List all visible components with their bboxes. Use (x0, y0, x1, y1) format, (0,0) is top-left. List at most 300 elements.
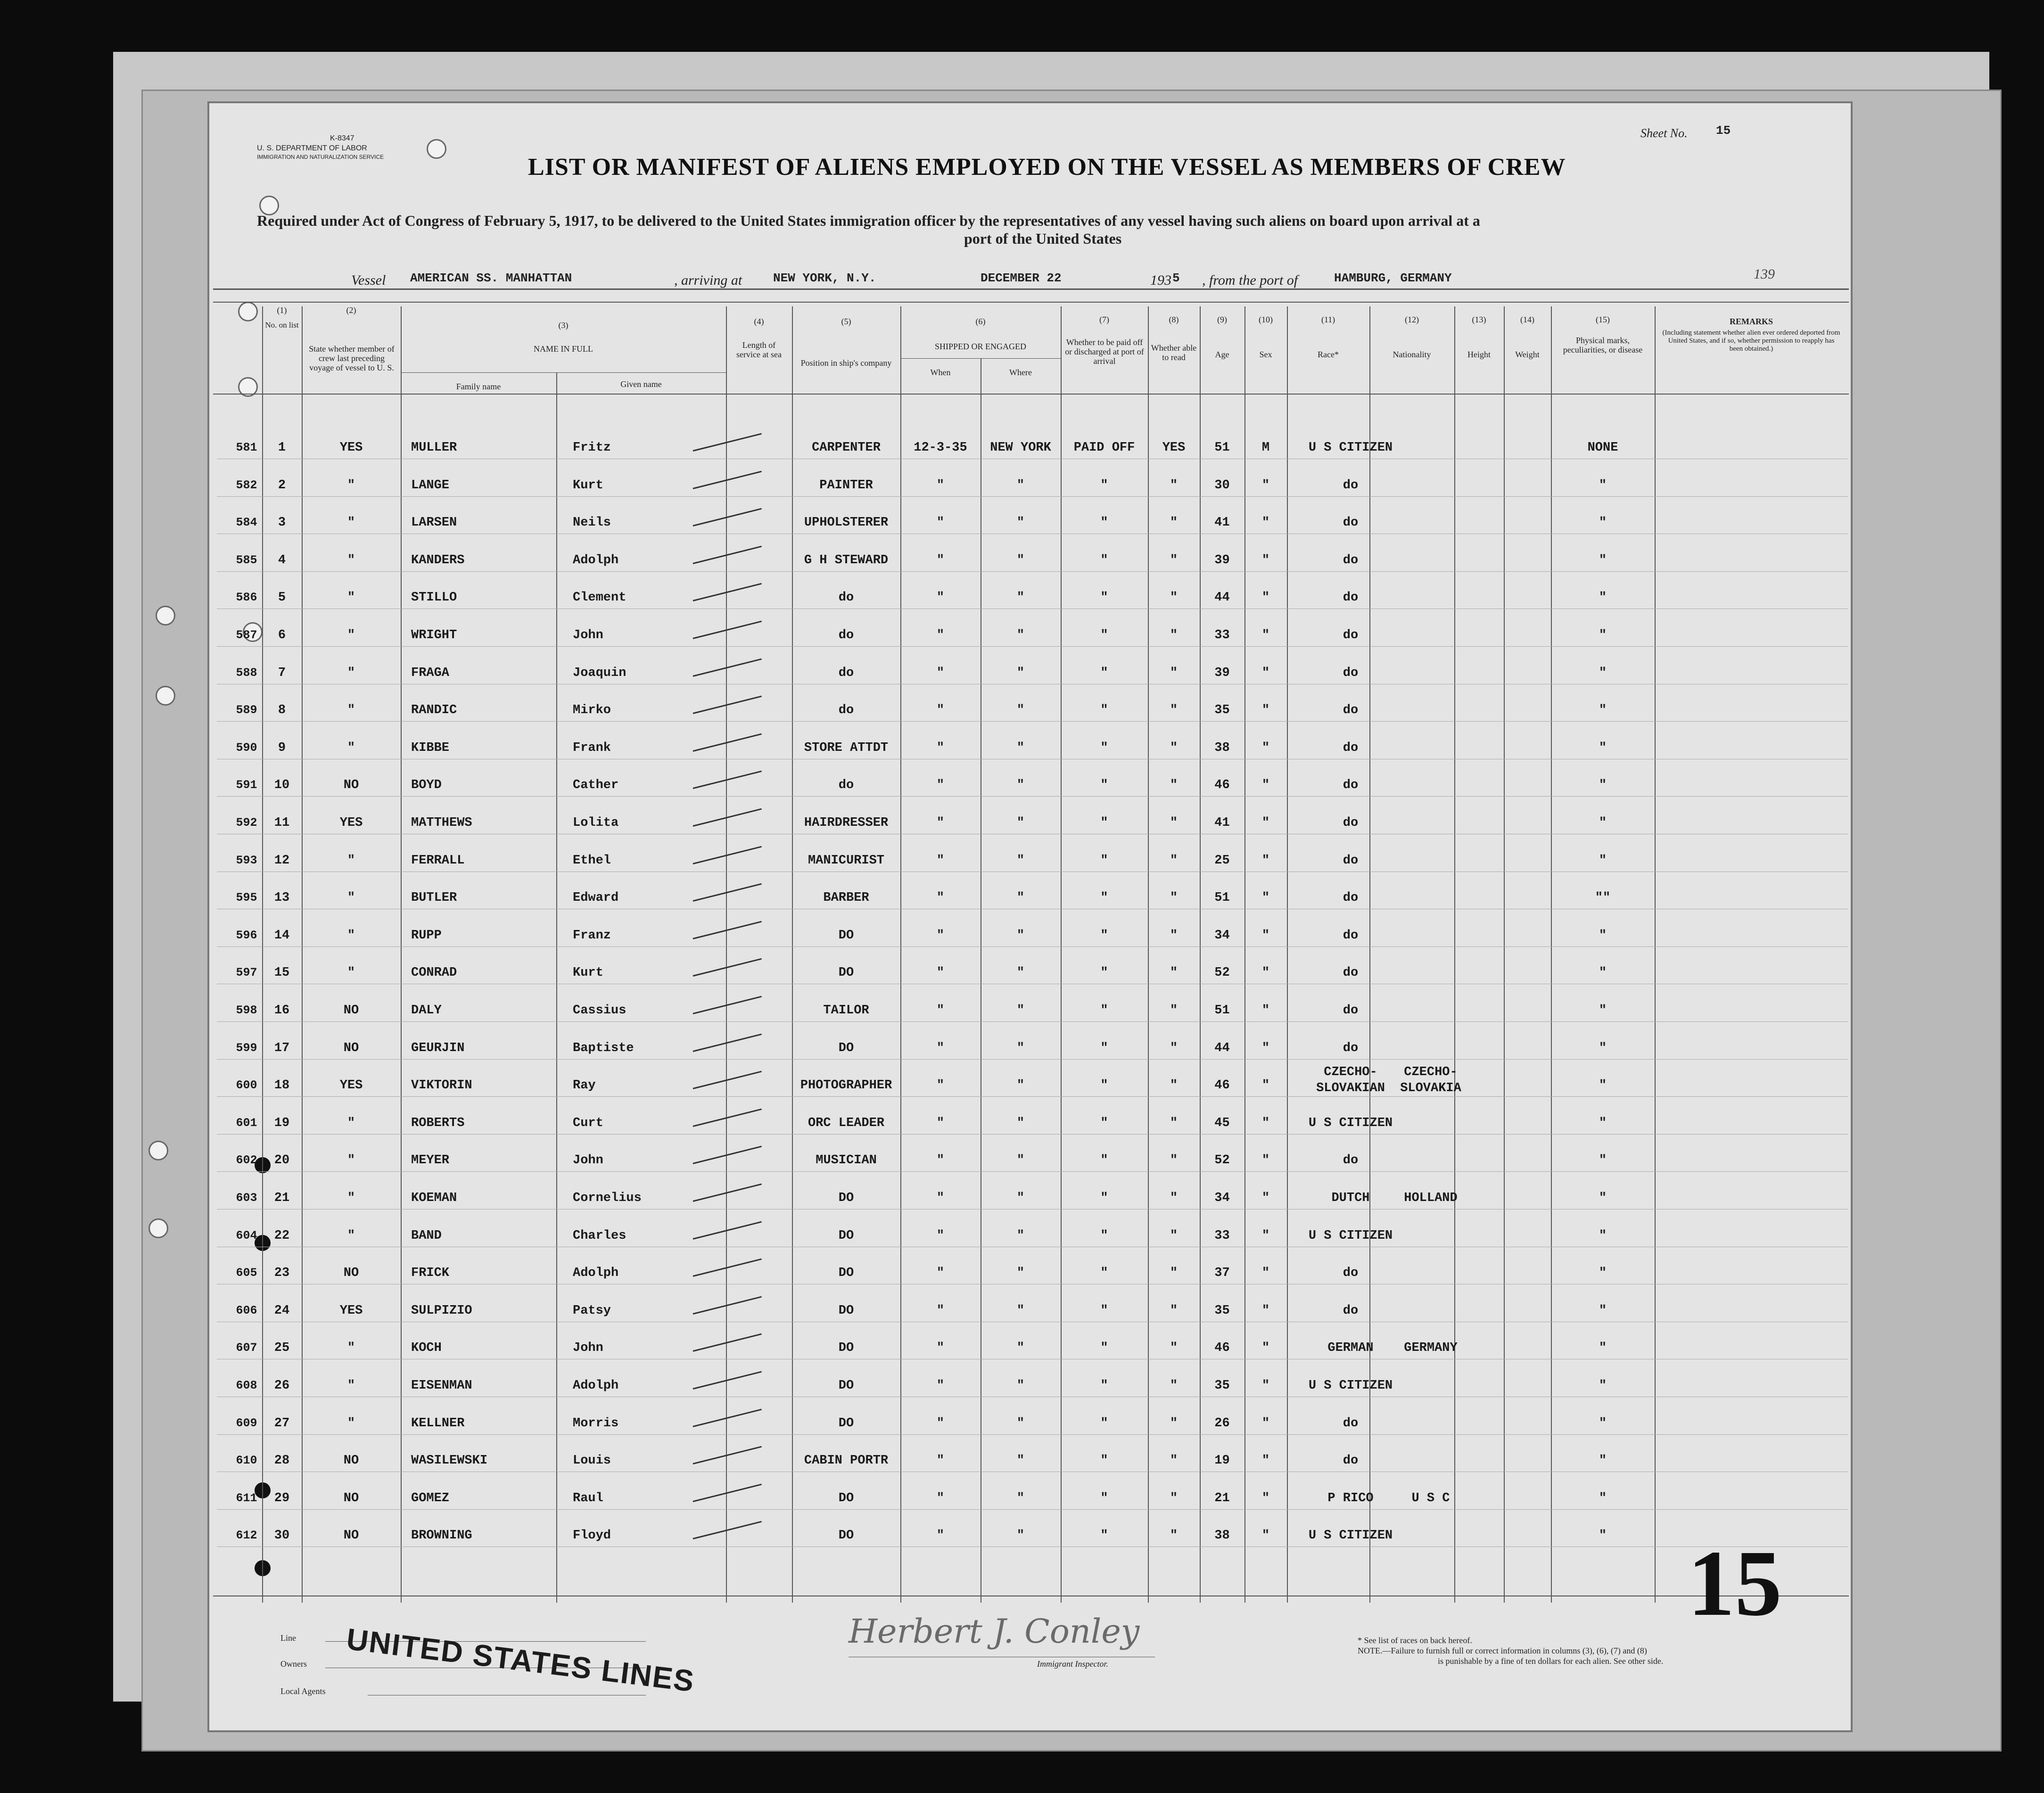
row-previous-voyage: " (347, 553, 355, 568)
races-note: * See list of races on back hereof. (1358, 1636, 1472, 1645)
row-age: 35 (1214, 703, 1230, 717)
row-previous-voyage: " (347, 666, 355, 680)
row-shipped-where: " (1016, 1116, 1025, 1130)
row-age: 41 (1214, 816, 1230, 830)
row-shipped-when: " (936, 741, 945, 755)
row-able-to-read: " (1170, 666, 1178, 680)
row-shipped-when: " (936, 1491, 945, 1505)
row-sex: " (1261, 778, 1270, 792)
row-position: HAIRDRESSER (804, 816, 889, 830)
row-position: DO (838, 1529, 854, 1543)
row-number: 4 (278, 553, 286, 568)
row-sex: " (1261, 666, 1270, 680)
row-age: 39 (1214, 666, 1230, 680)
row-shipped-where: " (1016, 666, 1025, 680)
inspector-label: Immigrant Inspector. (1037, 1659, 1108, 1669)
row-sex: " (1261, 703, 1270, 717)
row-position: G H STEWARD (804, 553, 889, 568)
row-sex: " (1261, 1041, 1270, 1055)
row-shipped-when: " (936, 1416, 945, 1431)
row-paid-off: " (1100, 891, 1108, 905)
row-able-to-read: " (1170, 1153, 1178, 1168)
row-ref: 589 (236, 703, 257, 717)
row-family-name: LANGE (411, 478, 450, 493)
row-paid-off: " (1100, 1341, 1108, 1355)
row-physical-marks: " (1599, 516, 1607, 530)
row-given-name: Patsy (573, 1304, 611, 1318)
col-line (900, 306, 901, 1603)
row-given-name: Edward (573, 891, 619, 905)
row-previous-voyage: " (347, 628, 355, 642)
row-given-name: Adolph (573, 553, 619, 568)
row-position: CABIN PORTR (804, 1454, 889, 1468)
row-physical-marks: " (1599, 854, 1607, 868)
row-physical-marks: " (1599, 591, 1607, 605)
row-given-name: Cornelius (573, 1191, 642, 1205)
row-previous-voyage: " (347, 1229, 355, 1243)
subtitle-line-1: Required under Act of Congress of February 5, 1917, to be delivered to the United States immigration officer by the representatives of any vessel having such aliens on board upon arrival at a (257, 212, 1480, 229)
row-shipped-when: " (936, 703, 945, 717)
row-sex: " (1261, 816, 1270, 830)
row-paid-off: " (1100, 966, 1108, 980)
row-age: 39 (1214, 553, 1230, 568)
row-race: do (1343, 1041, 1359, 1055)
row-shipped-when: " (936, 1191, 945, 1205)
row-shipped-when: 12-3-35 (914, 441, 967, 455)
row-number: 26 (274, 1379, 290, 1393)
row-position: DO (838, 1304, 854, 1318)
row-given-name: Louis (573, 1454, 611, 1468)
row-physical-marks: " (1599, 1416, 1607, 1431)
row-physical-marks: " (1599, 1341, 1607, 1355)
row-paid-off: " (1100, 1304, 1108, 1318)
row-rule (217, 796, 1848, 797)
row-given-name: Clement (573, 591, 626, 605)
remarks-header: REMARKS (1729, 317, 1773, 326)
row-paid-off: " (1100, 1078, 1108, 1093)
row-position: DO (838, 1416, 854, 1431)
row-able-to-read: " (1170, 1304, 1178, 1318)
row-shipped-where: NEW YORK (990, 441, 1051, 455)
row-family-name: BROWNING (411, 1529, 472, 1543)
row-able-to-read: " (1170, 628, 1178, 642)
row-paid-off: " (1100, 1116, 1108, 1130)
from-label: , from the port of (1202, 272, 1298, 288)
col-3-header: NAME IN FULL (534, 344, 593, 354)
row-physical-marks: " (1599, 1003, 1607, 1018)
row-ref: 603 (236, 1191, 257, 1205)
row-able-to-read: " (1170, 816, 1178, 830)
row-rule (217, 1021, 1848, 1022)
form-number: K-8347 (330, 134, 354, 142)
row-paid-off: " (1100, 816, 1108, 830)
row-able-to-read: " (1170, 1041, 1178, 1055)
row-shipped-where: " (1016, 1341, 1025, 1355)
row-race: DUTCH (1331, 1191, 1370, 1205)
row-given-name: Joaquin (573, 666, 626, 680)
row-age: 51 (1214, 441, 1230, 455)
row-shipped-where: " (1016, 1491, 1025, 1505)
owner-stamp: UNITED STATES LINES (345, 1621, 697, 1699)
row-family-name: FRICK (411, 1266, 450, 1280)
col-6-number: (6) (975, 317, 986, 326)
row-shipped-where: " (1016, 703, 1025, 717)
row-physical-marks: "" (1595, 891, 1611, 905)
department: U. S. DEPARTMENT OF LABOR (257, 144, 367, 152)
row-race: do (1343, 929, 1359, 943)
row-ref: 607 (236, 1341, 257, 1355)
col-line (1148, 306, 1149, 1603)
row-race: do (1343, 553, 1359, 568)
row-shipped-where: " (1016, 1153, 1025, 1168)
row-age: 35 (1214, 1379, 1230, 1393)
row-given-name: John (573, 628, 603, 642)
punch-hole (238, 302, 258, 321)
row-able-to-read: " (1170, 553, 1178, 568)
row-race: do (1343, 1454, 1359, 1468)
row-age: 46 (1214, 1078, 1230, 1093)
row-paid-off: " (1100, 1491, 1108, 1505)
col-line (792, 306, 793, 1603)
col-11-number: (11) (1321, 315, 1335, 324)
row-position: DO (838, 1266, 854, 1280)
col-line (1369, 306, 1370, 1603)
col-line (401, 306, 402, 1603)
sheet-no-label: Sheet No. (1640, 126, 1688, 140)
row-physical-marks: " (1599, 1116, 1607, 1130)
row-sex: " (1261, 478, 1270, 493)
row-given-name: John (573, 1153, 603, 1168)
col-2-number: (2) (346, 305, 356, 315)
row-number: 21 (274, 1191, 290, 1205)
row-number: 27 (274, 1416, 290, 1431)
row-physical-marks: " (1599, 628, 1607, 642)
row-family-name: KELLNER (411, 1416, 465, 1431)
row-shipped-when: " (936, 854, 945, 868)
row-sex: " (1261, 1266, 1270, 1280)
row-physical-marks: " (1599, 1191, 1607, 1205)
row-previous-voyage: " (347, 1191, 355, 1205)
row-family-name: CONRAD (411, 966, 457, 980)
row-shipped-when: " (936, 1041, 945, 1055)
owners-label: Owners (280, 1659, 307, 1669)
row-family-name: GOMEZ (411, 1491, 450, 1505)
row-able-to-read: " (1170, 929, 1178, 943)
row-ref: 605 (236, 1266, 257, 1280)
name-subheader-rule (401, 372, 726, 373)
col-3b-header: Given name (620, 379, 662, 389)
row-number: 12 (274, 854, 290, 868)
row-race: do (1343, 666, 1359, 680)
row-family-name: GEURJIN (411, 1041, 465, 1055)
row-number: 28 (274, 1454, 290, 1468)
departure-port: HAMBURG, GERMANY (1334, 271, 1452, 285)
row-shipped-where: " (1016, 1454, 1025, 1468)
row-family-name: MULLER (411, 441, 457, 455)
col-1-number: (1) (277, 305, 287, 315)
row-number: 19 (274, 1116, 290, 1130)
row-physical-marks: " (1599, 741, 1607, 755)
row-shipped-when: " (936, 1003, 945, 1018)
row-sex: " (1261, 1454, 1270, 1468)
row-position: BARBER (823, 891, 869, 905)
row-given-name: Fritz (573, 441, 611, 455)
row-ref: 584 (236, 516, 257, 529)
row-previous-voyage: " (347, 591, 355, 605)
row-previous-voyage: " (347, 516, 355, 530)
row-age: 51 (1214, 891, 1230, 905)
row-ref: 606 (236, 1304, 257, 1317)
row-race: U S CITIZEN (1308, 1116, 1393, 1130)
row-race: GERMAN (1327, 1341, 1374, 1355)
row-nationality: GERMANY (1404, 1341, 1458, 1355)
row-paid-off: " (1100, 1266, 1108, 1280)
row-physical-marks: " (1599, 1078, 1607, 1093)
col-12-header: Nationality (1393, 350, 1431, 359)
arrival-port: NEW YORK, N.Y. (773, 271, 876, 285)
row-sex: " (1261, 741, 1270, 755)
row-shipped-where: " (1016, 478, 1025, 493)
row-family-name: KANDERS (411, 553, 465, 568)
row-shipped-where: " (1016, 1229, 1025, 1243)
row-shipped-where: " (1016, 1304, 1025, 1318)
row-rule (217, 1096, 1848, 1097)
row-paid-off: " (1100, 1041, 1108, 1055)
row-shipped-when: " (936, 778, 945, 792)
punch-hole (156, 686, 175, 706)
punch-hole (427, 139, 446, 159)
row-race: do (1343, 1304, 1359, 1318)
row-sex: " (1261, 1003, 1270, 1018)
row-given-name: Adolph (573, 1379, 619, 1393)
row-family-name: BAND (411, 1229, 442, 1243)
fine-note-1: NOTE.—Failure to furnish full or correct information in columns (3), (6), (7) and (8) (1358, 1646, 1647, 1655)
row-sex: " (1261, 891, 1270, 905)
row-position: UPHOLSTERER (804, 516, 889, 530)
row-position: DO (838, 1379, 854, 1393)
col-4-number: (4) (754, 317, 764, 326)
row-shipped-where: " (1016, 1078, 1025, 1093)
row-number: 24 (274, 1304, 290, 1318)
row-rule (217, 1134, 1848, 1135)
row-age: 38 (1214, 741, 1230, 755)
fine-note-2: is punishable by a fine of ten dollars for each alien. See other side. (1438, 1656, 1664, 1666)
row-physical-marks: " (1599, 553, 1607, 568)
row-rule (217, 646, 1848, 647)
row-race: do (1343, 516, 1359, 530)
row-number: 14 (274, 929, 290, 943)
row-shipped-when: " (936, 1304, 945, 1318)
col-9-header: Age (1215, 350, 1229, 359)
row-rule (217, 1434, 1848, 1435)
col-7-header: Whether to be paid off or discharged at port of arrival (1065, 337, 1144, 366)
row-ref: 596 (236, 929, 257, 942)
row-family-name: EISENMAN (411, 1379, 472, 1393)
row-shipped-when: " (936, 1229, 945, 1243)
row-shipped-when: " (936, 1078, 945, 1093)
row-paid-off: " (1100, 1529, 1108, 1543)
row-race: do (1343, 1416, 1359, 1431)
punch-hole (148, 1218, 168, 1238)
row-previous-voyage: " (347, 1153, 355, 1168)
row-age: 45 (1214, 1116, 1230, 1130)
row-able-to-read: " (1170, 854, 1178, 868)
row-paid-off: " (1100, 929, 1108, 943)
row-able-to-read: " (1170, 703, 1178, 717)
row-family-name: KOEMAN (411, 1191, 457, 1205)
row-shipped-when: " (936, 929, 945, 943)
row-given-name: Kurt (573, 966, 603, 980)
row-previous-voyage: NO (343, 1266, 359, 1280)
row-age: 41 (1214, 516, 1230, 530)
col-3a-header: Family name (456, 382, 501, 391)
row-previous-voyage: NO (343, 1041, 359, 1055)
row-family-name: DALY (411, 1003, 442, 1018)
row-rule (217, 1546, 1848, 1547)
col-15-header: Physical marks, peculiarities, or disease (1563, 336, 1643, 354)
row-paid-off: " (1100, 854, 1108, 868)
row-physical-marks: " (1599, 1379, 1607, 1393)
row-family-name: LARSEN (411, 516, 457, 530)
row-race: do (1343, 816, 1359, 830)
row-paid-off: " (1100, 1191, 1108, 1205)
row-race: do (1343, 1003, 1359, 1018)
row-physical-marks: " (1599, 666, 1607, 680)
row-ref: 592 (236, 816, 257, 830)
col-line (1287, 306, 1288, 1603)
row-family-name: MATTHEWS (411, 816, 472, 830)
row-sex: M (1261, 441, 1270, 455)
row-ref: 608 (236, 1379, 257, 1392)
sheet-no: 15 (1716, 123, 1731, 138)
row-shipped-where: " (1016, 591, 1025, 605)
row-rule (217, 1171, 1848, 1172)
col-10-number: (10) (1259, 315, 1273, 324)
row-shipped-when: " (936, 891, 945, 905)
row-given-name: Kurt (573, 478, 603, 493)
row-physical-marks: " (1599, 703, 1607, 717)
row-age: 21 (1214, 1491, 1230, 1505)
year-suffix: 5 (1172, 271, 1180, 285)
col-11-header: Race* (1318, 350, 1339, 359)
row-race: do (1343, 591, 1359, 605)
row-shipped-where: " (1016, 1379, 1025, 1393)
row-paid-off: " (1100, 1229, 1108, 1243)
row-family-name: BOYD (411, 778, 442, 792)
row-paid-off: " (1100, 1454, 1108, 1468)
subtitle-line-2: port of the United States (964, 230, 1122, 247)
row-physical-marks: NONE (1587, 441, 1618, 455)
row-sex: " (1261, 1116, 1270, 1130)
row-rule (217, 721, 1848, 722)
row-position: DO (838, 1229, 854, 1243)
row-age: 46 (1214, 778, 1230, 792)
row-previous-voyage: " (347, 1341, 355, 1355)
col-8-header: Whether able to read (1151, 343, 1197, 362)
row-family-name: MEYER (411, 1153, 450, 1168)
row-family-name: KOCH (411, 1341, 442, 1355)
row-family-name: VIKTORIN (411, 1078, 472, 1093)
row-age: 34 (1214, 929, 1230, 943)
row-ref: 610 (236, 1454, 257, 1467)
row-race: do (1343, 891, 1359, 905)
row-family-name: RANDIC (411, 703, 457, 717)
row-position: PHOTOGRAPHER (800, 1078, 892, 1093)
col-12-number: (12) (1405, 315, 1419, 324)
row-rule (217, 571, 1848, 572)
row-position: DO (838, 966, 854, 980)
vessel-label: Vessel (351, 272, 386, 288)
col-10-header: Sex (1259, 350, 1272, 359)
row-previous-voyage: YES (339, 1078, 363, 1093)
row-able-to-read: " (1170, 891, 1178, 905)
row-ref: 611 (236, 1491, 257, 1505)
row-shipped-when: " (936, 666, 945, 680)
row-nationality: HOLLAND (1404, 1191, 1458, 1205)
col-4-header: Length of service at sea (736, 340, 782, 359)
row-previous-voyage: YES (339, 816, 363, 830)
row-race: U S CITIZEN (1308, 1529, 1393, 1543)
local-agents-label: Local Agents (280, 1686, 326, 1696)
row-sex: " (1261, 929, 1270, 943)
row-age: 38 (1214, 1529, 1230, 1543)
row-given-name: Neils (573, 516, 611, 530)
row-race: CZECHO- SLOVAKIAN (1316, 1065, 1385, 1095)
row-number: 23 (274, 1266, 290, 1280)
col-13-header: Height (1467, 350, 1491, 359)
row-shipped-when: " (936, 1341, 945, 1355)
row-previous-voyage: " (347, 966, 355, 980)
row-position: ORC LEADER (808, 1116, 885, 1130)
row-shipped-when: " (936, 1116, 945, 1130)
row-previous-voyage: NO (343, 1454, 359, 1468)
row-previous-voyage: NO (343, 1491, 359, 1505)
row-shipped-when: " (936, 478, 945, 493)
row-family-name: KIBBE (411, 741, 450, 755)
row-position: do (838, 628, 854, 642)
row-previous-voyage: " (347, 891, 355, 905)
row-number: 16 (274, 1003, 290, 1018)
row-age: 52 (1214, 966, 1230, 980)
col-line (262, 306, 263, 1603)
row-able-to-read: " (1170, 1191, 1178, 1205)
row-number: 15 (274, 966, 290, 980)
punch-hole (148, 1141, 168, 1160)
row-race: U S CITIZEN (1308, 1379, 1393, 1393)
row-ref: 600 (236, 1078, 257, 1092)
row-shipped-when: " (936, 516, 945, 530)
row-family-name: RUPP (411, 929, 442, 943)
row-given-name: Raul (573, 1491, 603, 1505)
header-divider (213, 288, 1849, 290)
row-physical-marks: " (1599, 816, 1607, 830)
row-physical-marks: " (1599, 1304, 1607, 1318)
row-sex: " (1261, 1191, 1270, 1205)
row-sex: " (1261, 1304, 1270, 1318)
row-physical-marks: " (1599, 966, 1607, 980)
row-able-to-read: " (1170, 1078, 1178, 1093)
row-shipped-when: " (936, 1454, 945, 1468)
row-position: DO (838, 1341, 854, 1355)
row-number: 22 (274, 1229, 290, 1243)
row-family-name: WASILEWSKI (411, 1454, 488, 1468)
row-given-name: Adolph (573, 1266, 619, 1280)
row-age: 33 (1214, 628, 1230, 642)
row-ref: 609 (236, 1416, 257, 1430)
row-sex: " (1261, 966, 1270, 980)
row-family-name: ROBERTS (411, 1116, 465, 1130)
row-shipped-where: " (1016, 1041, 1025, 1055)
